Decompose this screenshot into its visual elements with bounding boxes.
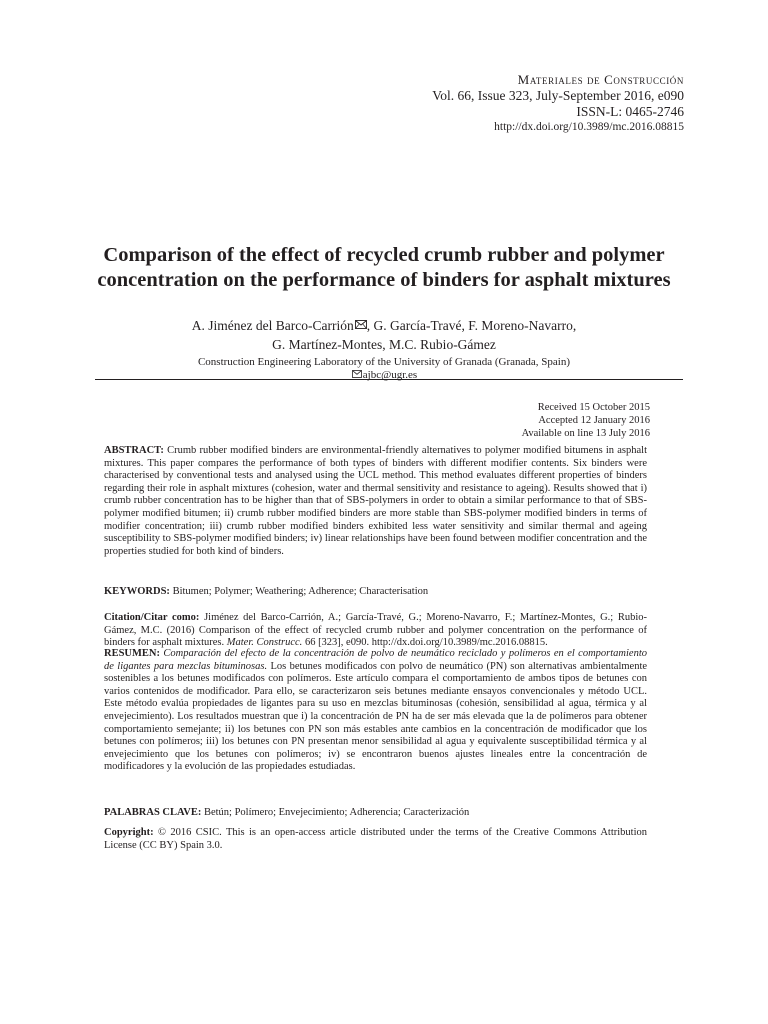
citation-section [104, 612, 647, 650]
abstract-text: Crumb rubber modified binders are environmental-friendly alternatives to polymer modified bitumens in asphalt mixtures. This paper compares the performance of both types of binders with different modifier contents. Six binders were characterised by conventional tests and analysed using the UCL method. This method evaluates different properties of binders regarding their role in asphalt mixtures (cohesion, water and thermal sensitivity and resistance to ageing). Results showed that i) crumb rubber concentration has to be higher than that of SBS-polymers in order to obtain a similar performance to that of SBS-polymer modified bitumen; ii) crumb rubber modified binders are more stable than SBS-polymer modified binders in terms of modifier concentration; iii) crumb rubber modified binders exhibited less water sensitivity and similar thermal and ageing susceptibility to SBS-polymer modified binders; iv) linear relationships have been found between modifier concentration and the properties studied for both kind of binders. [104, 445, 647, 557]
copyright-label: Copyright: [104, 827, 154, 838]
article-dates [522, 401, 650, 440]
citation-text: Jiménez del Barco-Carrión, A.; García-Travé, G.; Moreno-Navarro, F.; Martínez-Montes, G.; Rubio-Gámez, M.C. (2016) Comparison of the effect of recycled crumb rubber and polymer concentration on the performance of binders for asphalt mixtures. [104, 612, 648, 649]
author-line-2: G. Martínez-Montes, M.C. Rubio-Gámez [272, 337, 496, 352]
resumen-label: RESUMEN: [104, 648, 161, 659]
palabras-clave-text: Betún; Polímero; Envejecimiento; Adherencia; Caracterización [203, 807, 470, 818]
author-line-1 [70, 316, 698, 335]
co-authors-line-1: , G. García-Travé, F. Moreno-Navarro, [366, 318, 577, 333]
copyright-text: © 2016 CSIC. This is an open-access article distributed under the terms of the Creative Commons Attribution License (CC BY) Spain 3.0. [104, 827, 648, 851]
header-divider [95, 379, 683, 380]
journal-header [432, 72, 684, 135]
article-title-line-1: Comparison of the effect of recycled crumb rubber and polymer [103, 244, 665, 266]
journal-issn: ISSN-L: 0465-2746 [576, 104, 684, 119]
author-list [70, 316, 698, 354]
affiliation: Construction Engineering Laboratory of the University of Granada (Granada, Spain) [197, 356, 571, 368]
keywords-label: KEYWORDS: [104, 586, 170, 597]
palabras-clave-label: PALABRAS CLAVE: [104, 807, 202, 818]
date-received: Received 15 October 2015 [537, 402, 650, 413]
resumen-text: Los betunes modificados con polvo de neumático (PN) son alternativas ambientalmente sostenibles a los betunes modificados con polímeros. Este artículo compara el comportamiento de ambos tipos de betunes con varios contenidos de modificador. Para ello, se caracterizaron seis betunes mediante ensayos convencionales y método UCL. Este método evalúa propiedades de ligantes para su uso en mezclas bituminosas (cohesión, sensibilidad al agua, térmica y al envejecimiento). Los resultados muestran que i) la concentración de PN ha de ser más elevada que la de polímeros para obtener comportamiento semejante; ii) los betunes con PN son más estables ante cambios en la concentración de modificador que los betunes con polímeros; iii) los betunes con PN presentan menor sensibilidad al agua y equivalente susceptibilidad térmica y al envejecimiento que los betunes con polímeros; iv) se encontraron buenos ajustes lineales entre la concentración de modificadores y la evolución de las propiedades estudiadas. [104, 660, 648, 773]
envelope-icon [355, 320, 367, 329]
citation-journal-abbrev: Mater. Construcc. [226, 637, 303, 649]
date-accepted: Accepted 12 January 2016 [538, 415, 650, 426]
journal-volume: Vol. 66, Issue 323, July-September 2016, e090 [432, 88, 684, 103]
corresponding-author: A. Jiménez del Barco-Carrión [191, 318, 354, 333]
palabras-clave-section [104, 807, 647, 820]
article-title-line-2: concentration on the performance of binders for asphalt mixtures [97, 269, 671, 291]
abstract-label: ABSTRACT: [104, 445, 164, 456]
date-online: Available on line 13 July 2016 [521, 428, 650, 439]
author-email-link[interactable]: ajbc@ugr.es [362, 369, 418, 381]
keywords-text: Bitumen; Polymer; Weathering; Adherence; Characterisation [172, 586, 429, 597]
keywords-section [104, 586, 647, 599]
article-title [70, 243, 698, 293]
citation-text-tail: 66 [323], e090. http://dx.doi.org/10.3989/mc.2016.08815. [304, 637, 548, 649]
abstract-section [104, 445, 647, 558]
copyright-section [104, 827, 647, 852]
citation-label: Citation/Citar como: [104, 612, 200, 623]
email-line [70, 369, 698, 382]
journal-name: Materiales de Construcción [517, 72, 684, 87]
resumen-spanish-title: Comparación del efecto de la concentración de polvo de neumático reciclado y polímeros en el comportamiento de ligantes para mezclas bituminosas. [104, 648, 648, 672]
resumen-section [104, 648, 647, 774]
email-envelope-icon [352, 370, 362, 378]
journal-doi-link[interactable]: http://dx.doi.org/10.3989/mc.2016.08815 [494, 121, 684, 133]
